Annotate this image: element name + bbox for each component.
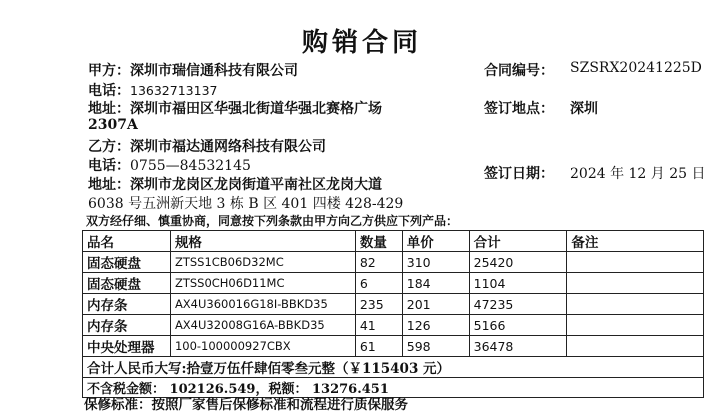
header-spec: 规格 (170, 231, 355, 252)
cell-price: 201 (402, 294, 469, 315)
party-a-phone-line (88, 80, 217, 100)
warranty-line (84, 393, 408, 413)
cell-price: 184 (402, 273, 469, 294)
cell-name: 中央处理器 (83, 336, 171, 357)
party-b-label: 乙方： (88, 139, 130, 155)
table-row (83, 252, 704, 273)
cell-spec: ZTSS1CB06D32MC (170, 252, 355, 273)
warranty-text: 按照厂家售后保修标准和流程进行质保服务 (151, 397, 408, 413)
tax-summary: 不含税金额： 102126.549，税额： 13276.451 (83, 378, 704, 398)
cell-price: 126 (402, 315, 469, 336)
header-note: 备注 (567, 231, 704, 252)
cell-total: 1104 (469, 273, 567, 294)
cell-total: 36478 (469, 336, 567, 357)
cell-name: 固态硬盘 (83, 252, 171, 273)
table-row (83, 336, 704, 357)
party-b-line (88, 136, 326, 156)
party-b-address-line2: 6038 号五洲新天地 3 栋 B 区 401 四楼 428-429 (88, 196, 404, 212)
cell-total: 5166 (469, 315, 567, 336)
sign-place-value: 深圳 (570, 101, 598, 117)
cell-total: 47235 (469, 294, 567, 315)
cell-note (567, 273, 704, 294)
party-b-phone-line (88, 155, 251, 175)
table-row (83, 315, 704, 336)
header-name: 品名 (83, 231, 171, 252)
sign-date-label: 签订日期： (484, 166, 554, 182)
party-a-address-label: 地址： (88, 101, 130, 117)
cell-spec: AX4U32008G16A-BBKD35 (170, 315, 355, 336)
party-a-name: 深圳市瑞信通科技有限公司 (130, 63, 298, 79)
cell-qty: 41 (355, 315, 402, 336)
cell-price: 598 (402, 336, 469, 357)
cell-spec: AX4U360016G18I-BBKD35 (170, 294, 355, 315)
items-table (82, 230, 704, 398)
party-a-address: 深圳市福田区华强北街道华强北赛格广场 (130, 101, 382, 117)
party-b-phone: 0755—84532145 (130, 158, 251, 174)
party-a-label: 甲方： (88, 63, 130, 79)
cell-qty: 82 (355, 252, 402, 273)
cell-note (567, 315, 704, 336)
cell-name: 内存条 (83, 315, 171, 336)
contract-no-value: SZSRX20241225D (570, 60, 702, 76)
party-b-address: 深圳市龙岗区龙岗街道平南社区龙岗大道 (130, 177, 382, 193)
cell-qty: 235 (355, 294, 402, 315)
total-row (83, 357, 704, 378)
document-title: 购销合同 (301, 28, 422, 58)
cell-total: 25420 (469, 252, 567, 273)
cell-spec: 100-100000927CBX (170, 336, 355, 357)
party-a-line (88, 60, 298, 80)
cell-spec: ZTSS0CH06D11MC (170, 273, 355, 294)
party-a-phone: 13632713137 (130, 83, 218, 98)
party-a-phone-label: 电话： (88, 83, 130, 99)
table-row (83, 273, 704, 294)
cell-note (567, 336, 704, 357)
sign-date-value: 2024 年 12 月 25 日 (570, 166, 706, 182)
cell-price: 310 (402, 252, 469, 273)
table-header-row (83, 231, 704, 252)
intro-text: 双方经仔细、慎重协商，同意按下列条款由甲方向乙方供应下列产品： (86, 214, 459, 228)
cell-qty: 61 (355, 336, 402, 357)
header-qty: 数量 (355, 231, 402, 252)
cell-name: 固态硬盘 (83, 273, 171, 294)
header-total: 合计 (469, 231, 567, 252)
cell-note (567, 294, 704, 315)
total-amount-words: 合计人民币大写:拾壹万伍仟肆佰零叁元整（￥115403 元） (83, 357, 704, 378)
contract-no-label: 合同编号： (484, 63, 554, 79)
cell-note (567, 252, 704, 273)
sign-place-label: 签订地点： (484, 101, 554, 117)
cell-qty: 6 (355, 273, 402, 294)
table-row (83, 294, 704, 315)
party-a-address-line2: 2307A (88, 117, 138, 133)
party-b-address-line (88, 174, 382, 194)
party-b-phone-label: 电话： (88, 158, 130, 174)
cell-name: 内存条 (83, 294, 171, 315)
party-a-address-line (88, 98, 382, 118)
warranty-label: 保修标准： (84, 397, 152, 413)
header-price: 单价 (402, 231, 469, 252)
party-b-address-label: 地址： (88, 177, 130, 193)
party-b-name: 深圳市福达通网络科技有限公司 (130, 139, 326, 155)
